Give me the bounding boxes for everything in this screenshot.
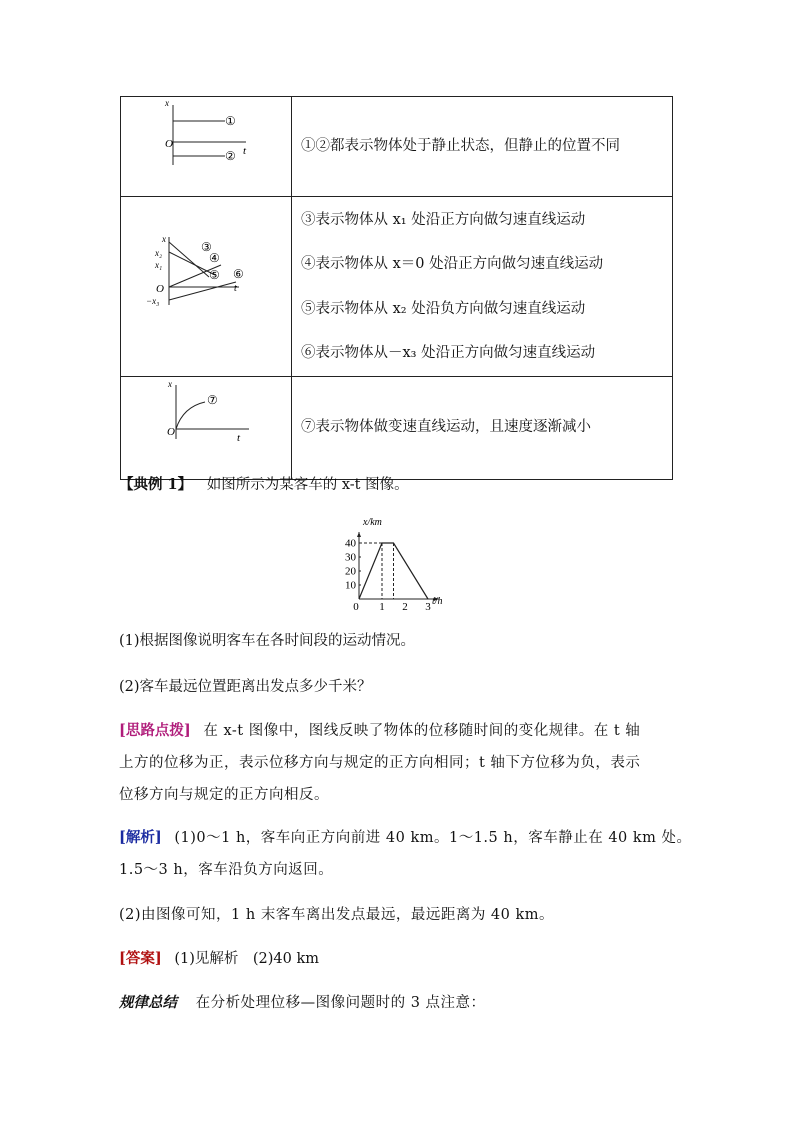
table-row <box>121 197 673 377</box>
x-tick-label: 1 <box>379 601 385 610</box>
description-text: ④表示物体从 x＝0 处沿正方向做匀速直线运动 <box>301 256 604 272</box>
origin-label: O <box>167 426 175 438</box>
line-label-2: ② <box>225 149 236 163</box>
hint-line-3: 位移方向与规定的正方向相反。 <box>119 787 329 803</box>
origin-label: O <box>156 283 164 295</box>
summary-text: 在分析处理位移—图像问题时的 3 点注意： <box>195 995 486 1011</box>
answer-line <box>119 947 319 968</box>
table-row <box>121 97 673 197</box>
static-lines-figure <box>121 97 289 192</box>
summary-tag: 规律总结 <box>119 994 177 1011</box>
y-tick-label: 40 <box>345 537 356 550</box>
hint-text: 在 x-t 图像中，图线反映了物体的位移随时间的变化规律。在 t 轴 <box>203 723 641 739</box>
origin-label: O <box>165 138 173 150</box>
uniform-motion-figure <box>121 197 289 372</box>
tick-label-x2: x₂ <box>155 248 163 258</box>
x-tick-label: 3 <box>425 601 431 610</box>
x-tick-label: 2 <box>402 601 408 610</box>
variable-motion-figure <box>121 377 289 475</box>
hint-tag: [思路点拨] <box>119 722 191 739</box>
line-label-4: ④ <box>209 251 220 265</box>
analysis-line-2: 1.5～3 h，客车沿负方向返回。 <box>119 862 334 878</box>
chart-ylabel: x/km <box>363 517 382 528</box>
figure-cell <box>121 97 292 197</box>
summary-line <box>119 991 486 1012</box>
table-row <box>121 377 673 480</box>
example-heading <box>119 473 409 494</box>
axis-label-t: t <box>234 283 237 294</box>
example-tag: 【典例 1】 <box>119 476 193 493</box>
description-text: ①②都表示物体处于静止状态，但静止的位置不同 <box>301 137 620 154</box>
analysis-text: (1)0～1 h，客车向正方向前进 40 km。1～1.5 h，客车静止在 40 km 处。 <box>174 830 692 846</box>
axis-label-t: t <box>243 145 247 157</box>
y-tick-label: 20 <box>345 565 356 578</box>
description-text: ⑤表示物体从 x₂ 处沿负方向做匀速直线运动 <box>301 300 586 317</box>
line-label-6: ⑥ <box>233 267 244 281</box>
y-axis-arrow <box>357 532 361 537</box>
chart-xlabel: t/h <box>432 596 443 607</box>
axis-label-t: t <box>237 432 241 444</box>
description-cell <box>292 97 673 197</box>
question-2: (2)客车最远位置距离出发点多少千米？ <box>119 679 372 695</box>
description-cell <box>292 197 673 377</box>
description-text: ⑥表示物体从－x₃ 处沿正方向做匀速直线运动 <box>301 345 596 361</box>
question-1: (1)根据图像说明客车在各时间段的运动情况。 <box>119 633 416 649</box>
figure-cell <box>121 377 292 480</box>
y-tick-label: 10 <box>345 579 356 592</box>
line-label-5: ⑤ <box>209 268 220 282</box>
figure-cell <box>121 197 292 377</box>
description-text: ⑦表示物体做变速直线运动，且速度逐渐减小 <box>301 419 591 436</box>
xt-graph-reference-table <box>120 96 673 480</box>
answer-text: (1)见解析 (2)40 km <box>174 951 320 967</box>
tick-label-neg-x3: −x₃ <box>146 296 160 306</box>
line-label-3: ③ <box>201 240 212 254</box>
xt-chart <box>330 508 460 610</box>
axis-label-x: x <box>162 234 166 244</box>
y-tick-label: 30 <box>345 551 356 564</box>
line-label-7: ⑦ <box>207 393 218 407</box>
axis-label-x: x <box>168 379 172 389</box>
tick-label-x1: x₁ <box>155 260 163 270</box>
analysis-line-1 <box>119 826 692 847</box>
analysis-tag: [解析] <box>119 829 162 846</box>
analysis-line-3: (2)由图像可知，1 h 末客车离出发点最远，最远距离为 40 km。 <box>119 907 555 923</box>
hint-line-1 <box>119 719 640 740</box>
axis-label-x: x <box>165 98 169 108</box>
description-cell <box>292 377 673 480</box>
description-text: ③表示物体从 x₁ 处沿正方向做匀速直线运动 <box>301 211 586 228</box>
hint-line-2: 上方的位移为正，表示位移方向与规定的正方向相同；t 轴下方位移为负，表示 <box>119 755 641 771</box>
answer-tag: [答案] <box>119 950 162 967</box>
example-text: 如图所示为某客车的 x-t 图像。 <box>206 477 409 493</box>
x-tick-label: 0 <box>353 601 359 610</box>
line-label-1: ① <box>225 114 236 128</box>
